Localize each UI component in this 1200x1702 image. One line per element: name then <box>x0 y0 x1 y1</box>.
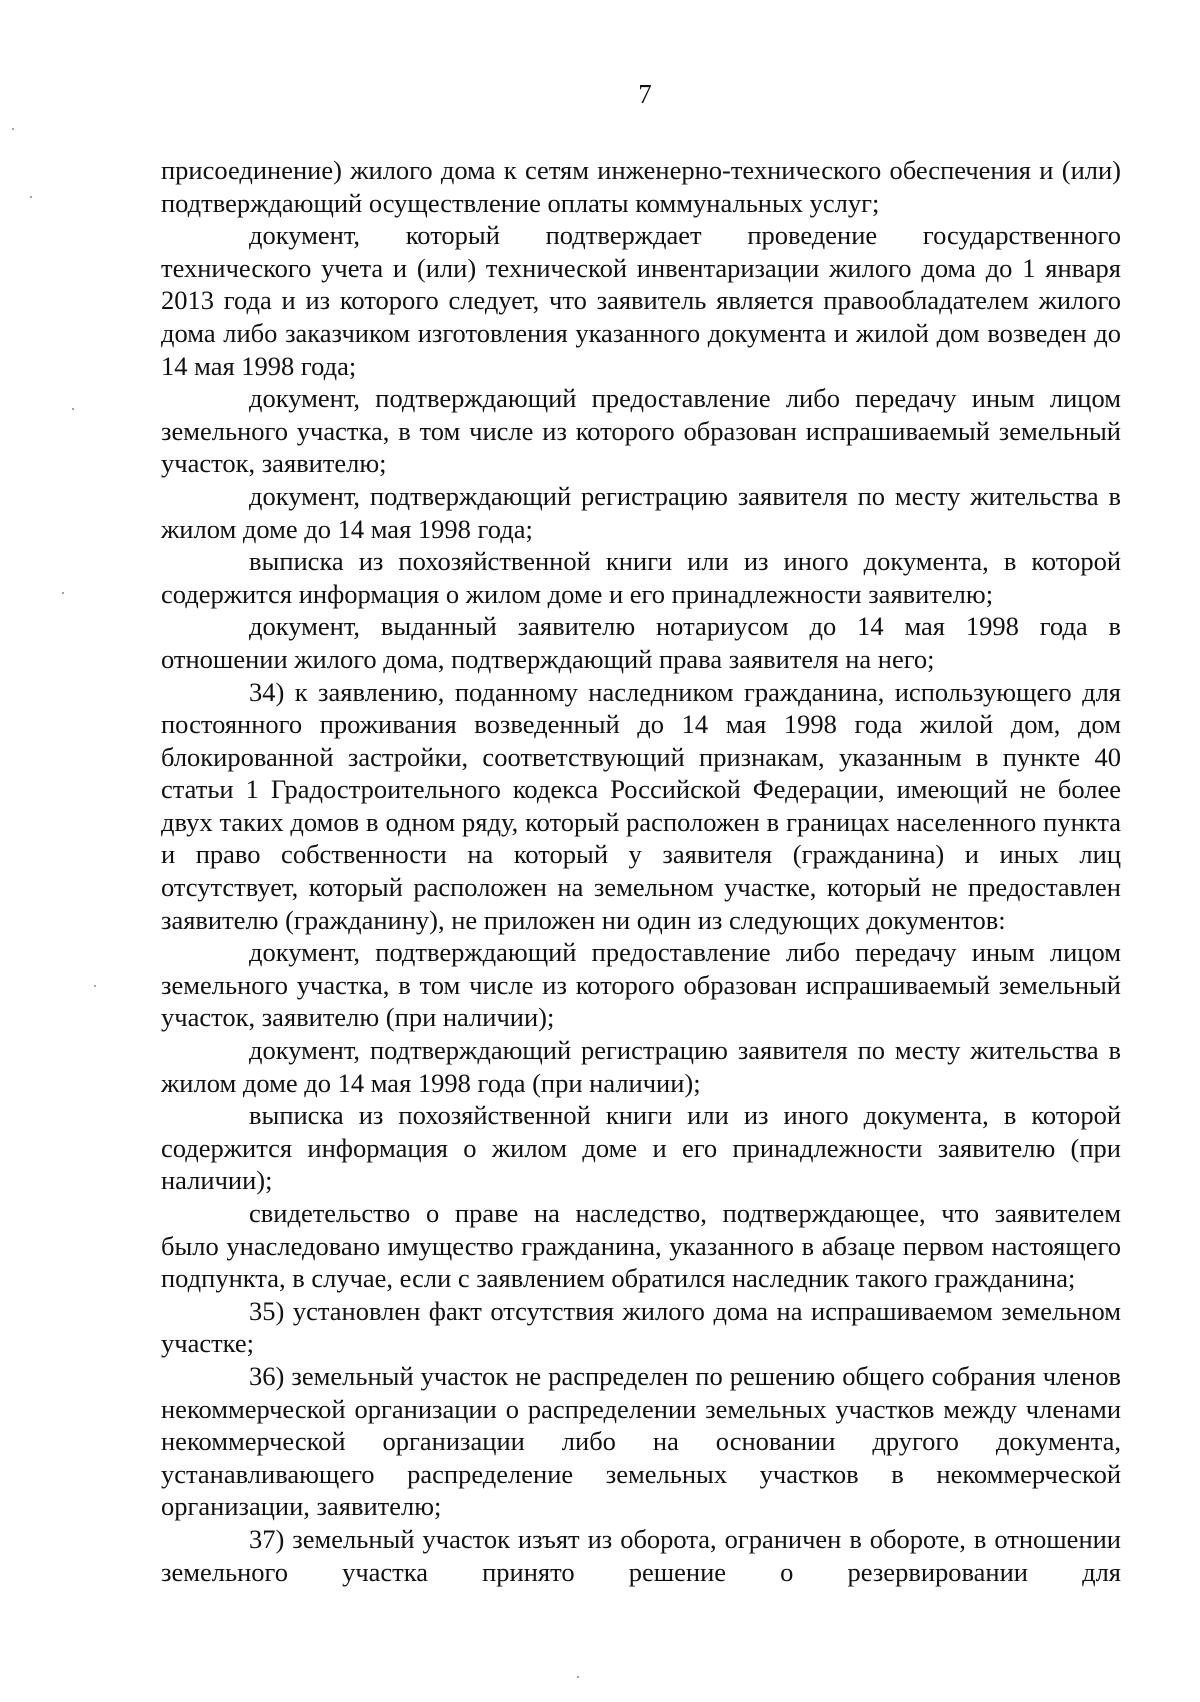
document-body <box>161 154 1121 1588</box>
paragraph-item-37: 37) земельный участок изъят из оборота, ограничен в обороте, в отношении земельного участка принято решение о резервировании для <box>161 1523 1121 1587</box>
paragraph-continuation: присоединение) жилого дома к сетям инженерно-технического обеспечения и (или) подтверждающий осуществление оплаты коммунальных услуг; <box>161 155 1121 218</box>
scan-speck <box>577 1676 579 1678</box>
paragraph-household-book-extract-optional: выписка из похозяйственной книги или из иного документа, в которой содержится информация о жилом доме и его принадлежности заявителю (при наличии); <box>161 1100 1121 1196</box>
paragraph-land-transfer-document: документ, подтверждающий предоставление либо передачу иным лицом земельного участка, в том числе из которого образован испрашиваемый земельный участок, заявителю; <box>161 383 1121 479</box>
paragraph-item-34: 34) к заявлению, поданному наследником гражданина, использующего для постоянного проживания возведенный до 14 мая 1998 года жилой дом, дом блокированной застройки, соответствующий признакам, указанным в пункте 40 статьи 1 Градостроительного кодекса Российской Федерации, имеющий не более двух таких домов в одном ряду, который расположен в границах населенного пункта и право собственности на который у заявителя (гражданина) и иных лиц отсутствует, который расположен на земельном участке, который не предоставлен заявителю (гражданину), не приложен ни один из следующих документов: <box>161 676 1121 935</box>
paragraph-technical-inventory-document: документ, который подтверждает проведение государственного технического учета и (или) технической инвентаризации жилого дома до 1 января 2013 года и из которого следует, что заявитель является правообладателем жилого дома либо заказчиком изготовления указанного документа и жилой дом возведен до 14 мая 1998 года; <box>161 220 1121 381</box>
scan-speck <box>12 128 14 130</box>
scan-speck <box>72 408 74 410</box>
paragraph-item-36: 36) земельный участок не распределен по решению общего собрания членов некоммерческой организации о распределении земельных участков между членами некоммерческой организации либо на основании другого документа, устанавливающего распределение земельных участков в некоммерческой организации, заявителю; <box>161 1360 1121 1522</box>
paragraph-registration-document-optional: документ, подтверждающий регистрацию заявителя по месту жительства в жилом доме до 14 мая 1998 года (при наличии); <box>161 1035 1121 1098</box>
paragraph-registration-document: документ, подтверждающий регистрацию заявителя по месту жительства в жилом доме до 14 мая 1998 года; <box>161 480 1121 544</box>
scan-speck <box>62 592 64 594</box>
scan-speck <box>94 985 96 987</box>
paragraph-item-35: 35) установлен факт отсутствия жилого дома на испрашиваемом земельном участке; <box>161 1295 1121 1359</box>
page-number: 7 <box>638 79 652 109</box>
paragraph-notary-document: документ, выданный заявителю нотариусом до 14 мая 1998 года в отношении жилого дома, подтверждающий права заявителя на него; <box>161 611 1121 674</box>
paragraph-land-transfer-document-optional: документ, подтверждающий предоставление либо передачу иным лицом земельного участка, в том числе из которого образован испрашиваемый земельный участок, заявителю (при наличии); <box>161 937 1121 1033</box>
paragraph-household-book-extract: выписка из похозяйственной книги или из иного документа, в которой содержится информация о жилом доме и его принадлежности заявителю; <box>161 546 1121 609</box>
scan-speck <box>30 196 32 198</box>
paragraph-inheritance-certificate: свидетельство о праве на наследство, подтверждающее, что заявителем было унаследовано имущество гражданина, указанного в абзаце первом настоящего подпункта, в случае, если с заявлением обратился наследник такого гражданина; <box>161 1198 1121 1294</box>
